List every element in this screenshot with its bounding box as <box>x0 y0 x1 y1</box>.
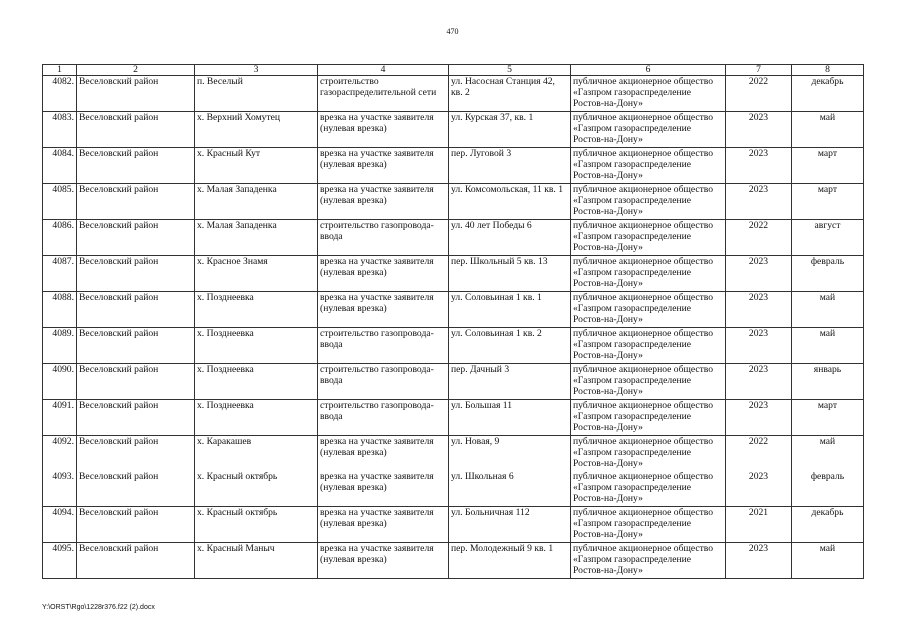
column-header: 2 <box>77 65 195 76</box>
table-row <box>43 328 864 364</box>
row-number: 4087. <box>43 256 77 292</box>
gasification-schedule-table <box>42 64 864 579</box>
settlement-cell: х. Малая Западенка <box>195 220 318 256</box>
row-number: 4085. <box>43 184 77 220</box>
table-row <box>43 471 864 507</box>
organization-cell: публичное акционерное общество «Газпром газораспределение Ростов-на-Дону» <box>571 364 726 400</box>
settlement-cell: х. Малая Западенка <box>195 184 318 220</box>
address-cell: пер. Луговой 3 <box>449 148 571 184</box>
organization-cell: публичное акционерное общество «Газпром газораспределение Ростов-на-Дону» <box>571 507 726 543</box>
year-cell: 2023 <box>726 364 792 400</box>
district-cell: Веселовский район <box>77 436 195 472</box>
work-type-cell: врезка на участке заявителя (нулевая врезка) <box>318 543 449 579</box>
organization-cell: публичное акционерное общество «Газпром газораспределение Ростов-на-Дону» <box>571 76 726 112</box>
district-cell: Веселовский район <box>77 471 195 507</box>
month-cell: декабрь <box>792 76 864 112</box>
year-cell: 2023 <box>726 543 792 579</box>
address-cell: ул. Насосная Станция 42, кв. 2 <box>449 76 571 112</box>
settlement-cell: х. Позднеевка <box>195 400 318 436</box>
work-type-cell: врезка на участке заявителя (нулевая врезка) <box>318 256 449 292</box>
year-cell: 2023 <box>726 148 792 184</box>
month-cell: февраль <box>792 471 864 507</box>
work-type-cell: врезка на участке заявителя (нулевая врезка) <box>318 436 449 472</box>
row-number: 4084. <box>43 148 77 184</box>
work-type-cell: строительство газопровода-ввода <box>318 400 449 436</box>
settlement-cell: х. Красный октябрь <box>195 507 318 543</box>
table-row <box>43 112 864 148</box>
address-cell: ул. Большая 11 <box>449 400 571 436</box>
district-cell: Веселовский район <box>77 507 195 543</box>
district-cell: Веселовский район <box>77 328 195 364</box>
table-row <box>43 436 864 472</box>
settlement-cell: х. Красный октябрь <box>195 471 318 507</box>
row-number: 4095. <box>43 543 77 579</box>
year-cell: 2023 <box>726 400 792 436</box>
address-cell: ул. Комсомольская, 11 кв. 1 <box>449 184 571 220</box>
organization-cell: публичное акционерное общество «Газпром газораспределение Ростов-на-Дону» <box>571 400 726 436</box>
address-cell: пер. Молодежный 9 кв. 1 <box>449 543 571 579</box>
work-type-cell: врезка на участке заявителя (нулевая врезка) <box>318 184 449 220</box>
work-type-cell: строительство газораспределительной сети <box>318 76 449 112</box>
month-cell: декабрь <box>792 507 864 543</box>
year-cell: 2023 <box>726 184 792 220</box>
table-row <box>43 184 864 220</box>
column-header: 6 <box>571 65 726 76</box>
address-cell: ул. Курская 37, кв. 1 <box>449 112 571 148</box>
column-header: 7 <box>726 65 792 76</box>
organization-cell: публичное акционерное общество «Газпром газораспределение Ростов-на-Дону» <box>571 471 726 507</box>
address-cell: ул. Школьная 6 <box>449 471 571 507</box>
row-number: 4093. <box>43 471 77 507</box>
settlement-cell: п. Веселый <box>195 76 318 112</box>
organization-cell: публичное акционерное общество «Газпром газораспределение Ростов-на-Дону» <box>571 436 726 472</box>
settlement-cell: х. Позднеевка <box>195 364 318 400</box>
table-row <box>43 400 864 436</box>
month-cell: март <box>792 400 864 436</box>
month-cell: май <box>792 543 864 579</box>
address-cell: ул. Соловьиная 1 кв. 1 <box>449 292 571 328</box>
table-row <box>43 543 864 579</box>
month-cell: май <box>792 436 864 472</box>
year-cell: 2023 <box>726 256 792 292</box>
table-row <box>43 507 864 543</box>
row-number: 4086. <box>43 220 77 256</box>
year-cell: 2023 <box>726 292 792 328</box>
year-cell: 2022 <box>726 436 792 472</box>
organization-cell: публичное акционерное общество «Газпром газораспределение Ростов-на-Дону» <box>571 256 726 292</box>
organization-cell: публичное акционерное общество «Газпром газораспределение Ростов-на-Дону» <box>571 184 726 220</box>
district-cell: Веселовский район <box>77 220 195 256</box>
work-type-cell: врезка на участке заявителя (нулевая врезка) <box>318 292 449 328</box>
district-cell: Веселовский район <box>77 400 195 436</box>
table-row <box>43 76 864 112</box>
work-type-cell: врезка на участке заявителя (нулевая врезка) <box>318 148 449 184</box>
year-cell: 2022 <box>726 76 792 112</box>
work-type-cell: строительство газопровода-ввода <box>318 364 449 400</box>
column-header: 5 <box>449 65 571 76</box>
organization-cell: публичное акционерное общество «Газпром газораспределение Ростов-на-Дону» <box>571 292 726 328</box>
work-type-cell: врезка на участке заявителя (нулевая врезка) <box>318 507 449 543</box>
table-row <box>43 256 864 292</box>
organization-cell: публичное акционерное общество «Газпром газораспределение Ростов-на-Дону» <box>571 220 726 256</box>
settlement-cell: х. Позднеевка <box>195 292 318 328</box>
row-number: 4089. <box>43 328 77 364</box>
address-cell: ул. Новая, 9 <box>449 436 571 472</box>
month-cell: май <box>792 112 864 148</box>
month-cell: февраль <box>792 256 864 292</box>
settlement-cell: х. Позднеевка <box>195 328 318 364</box>
year-cell: 2021 <box>726 507 792 543</box>
address-cell: ул. 40 лет Победы 6 <box>449 220 571 256</box>
column-header: 1 <box>43 65 77 76</box>
year-cell: 2022 <box>726 220 792 256</box>
file-path-footer: Y:\ORST\Rgo\1228r376.f22 (2).docx <box>42 604 155 611</box>
district-cell: Веселовский район <box>77 76 195 112</box>
work-type-cell: врезка на участке заявителя (нулевая врезка) <box>318 112 449 148</box>
column-header: 8 <box>792 65 864 76</box>
settlement-cell: х. Верхний Хомутец <box>195 112 318 148</box>
column-number-header-row <box>43 65 864 76</box>
work-type-cell: строительство газопровода-ввода <box>318 220 449 256</box>
row-number: 4083. <box>43 112 77 148</box>
row-number: 4088. <box>43 292 77 328</box>
district-cell: Веселовский район <box>77 112 195 148</box>
work-type-cell: строительство газопровода-ввода <box>318 328 449 364</box>
year-cell: 2023 <box>726 112 792 148</box>
settlement-cell: х. Каракашев <box>195 436 318 472</box>
column-header: 3 <box>195 65 318 76</box>
settlement-cell: х. Красный Маныч <box>195 543 318 579</box>
column-header: 4 <box>318 65 449 76</box>
month-cell: март <box>792 148 864 184</box>
settlement-cell: х. Красное Знамя <box>195 256 318 292</box>
address-cell: пер. Школьный 5 кв. 13 <box>449 256 571 292</box>
district-cell: Веселовский район <box>77 256 195 292</box>
month-cell: май <box>792 292 864 328</box>
organization-cell: публичное акционерное общество «Газпром газораспределение Ростов-на-Дону» <box>571 328 726 364</box>
year-cell: 2023 <box>726 328 792 364</box>
month-cell: январь <box>792 364 864 400</box>
table-row <box>43 292 864 328</box>
table-row <box>43 220 864 256</box>
district-cell: Веселовский район <box>77 184 195 220</box>
row-number: 4082. <box>43 76 77 112</box>
district-cell: Веселовский район <box>77 148 195 184</box>
address-cell: ул. Больничная 112 <box>449 507 571 543</box>
address-cell: ул. Соловьиная 1 кв. 2 <box>449 328 571 364</box>
table-row <box>43 148 864 184</box>
organization-cell: публичное акционерное общество «Газпром газораспределение Ростов-на-Дону» <box>571 543 726 579</box>
page-number: 470 <box>446 27 459 36</box>
table-body <box>43 76 864 579</box>
organization-cell: публичное акционерное общество «Газпром газораспределение Ростов-на-Дону» <box>571 112 726 148</box>
year-cell: 2023 <box>726 471 792 507</box>
address-cell: пер. Дачный 3 <box>449 364 571 400</box>
month-cell: август <box>792 220 864 256</box>
district-cell: Веселовский район <box>77 364 195 400</box>
month-cell: март <box>792 184 864 220</box>
work-type-cell: врезка на участке заявителя (нулевая врезка) <box>318 471 449 507</box>
organization-cell: публичное акционерное общество «Газпром газораспределение Ростов-на-Дону» <box>571 148 726 184</box>
row-number: 4090. <box>43 364 77 400</box>
month-cell: май <box>792 328 864 364</box>
table-row <box>43 364 864 400</box>
row-number: 4094. <box>43 507 77 543</box>
row-number: 4092. <box>43 436 77 472</box>
district-cell: Веселовский район <box>77 292 195 328</box>
row-number: 4091. <box>43 400 77 436</box>
settlement-cell: х. Красный Кут <box>195 148 318 184</box>
district-cell: Веселовский район <box>77 543 195 579</box>
